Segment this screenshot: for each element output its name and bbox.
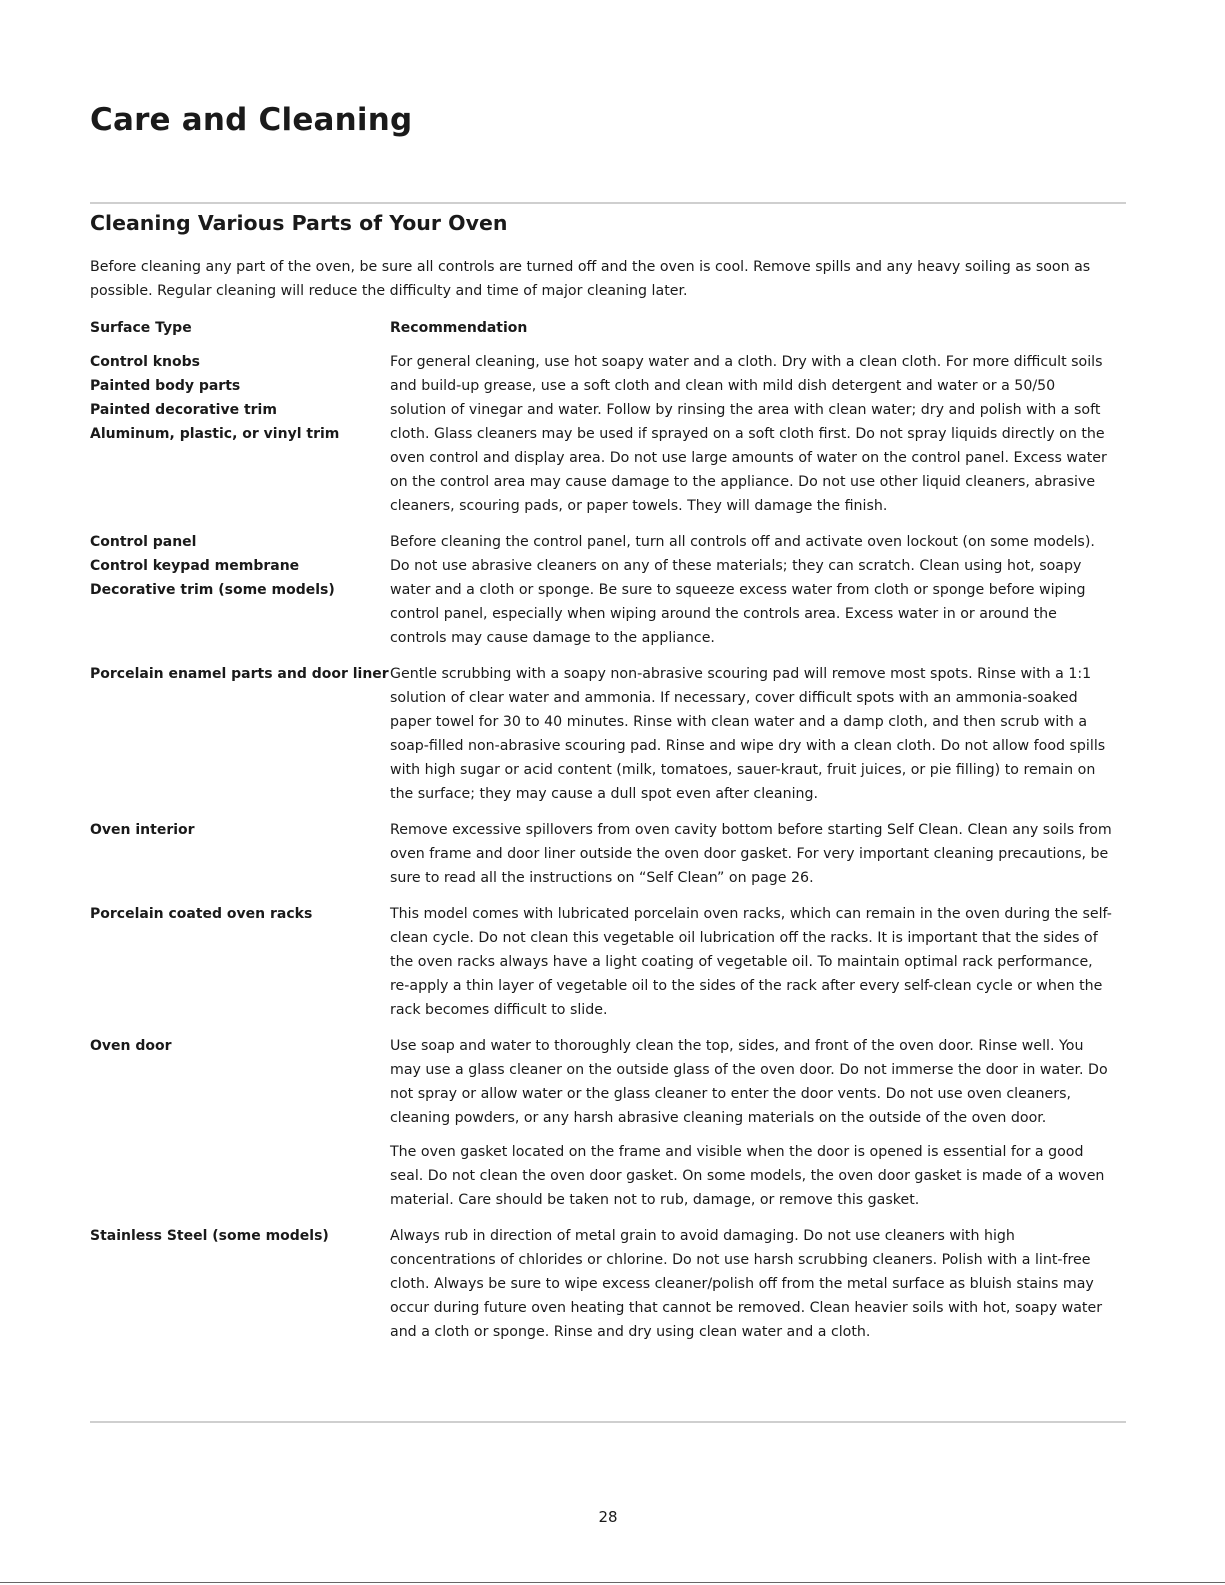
- surface-type-header: Surface Type: [90, 320, 192, 336]
- surface-type-cell: [90, 1224, 390, 1344]
- recommendation-text: For general cleaning, use hot soapy water and a cloth. Dry with a clean cloth. For more difficult soils and build-up grease, use a soft cloth and clean with mild dish detergent and water or a 50/50 solution of vinegar and water. Follow by rinsing the area with clean water; dry and polish with a soft cloth. Glass cleaners may be used if sprayed on a soft cloth first. Do not spray liquids directly on the oven control and display area. Do not use large amounts of water on the control panel. Excess water on the control area may cause damage to the appliance. Do not use other liquid cleaners, abrasive cleaners, scouring pads, or paper towels. They will damage the finish.: [390, 354, 1107, 514]
- surface-type-label: Control keypad membrane: [90, 558, 300, 574]
- table-row: [90, 818, 1126, 890]
- cleaning-table: [90, 350, 1126, 1356]
- surface-type-cell: [90, 530, 390, 650]
- surface-type-label: Porcelain enamel parts and door liner: [90, 666, 389, 682]
- table-row: [90, 1224, 1126, 1344]
- section-divider-bottom: [90, 1421, 1126, 1423]
- page-number: 28: [598, 1508, 618, 1526]
- recommendation-text: Gentle scrubbing with a soapy non-abrasive scouring pad will remove most spots. Rinse with a 1:1 solution of clear water and ammonia. If necessary, cover difficult spots with an ammonia-soaked paper towel for 30 to 40 minutes. Rinse with clean water and a damp cloth, and then scrub with a soap-filled non-abrasive scouring pad. Rinse and wipe dry with a clean cloth. Do not allow food spills with high sugar or acid content (milk, tomatoes, sauer-kraut, fruit juices, or pie filling) to remain on the surface; they may cause a dull spot even after cleaning.: [390, 666, 1106, 802]
- surface-type-label: Stainless Steel (some models): [90, 1228, 329, 1244]
- recommendation-cell: [390, 902, 1112, 1022]
- surface-type-label: Decorative trim (some models): [90, 582, 335, 598]
- section-title: Cleaning Various Parts of Your Oven: [90, 211, 508, 235]
- recommendation-text: This model comes with lubricated porcelain oven racks, which can remain in the oven during the self-clean cycle. Do not clean this vegetable oil lubrication off the racks. It is important that the sides of the oven racks always have a light coating of vegetable oil. To maintain optimal rack performance, re-apply a thin layer of vegetable oil to the sides of the rack after every self-clean cycle or when the rack becomes difficult to slide.: [390, 906, 1112, 1018]
- table-row: [90, 1034, 1126, 1212]
- manual-page: [90, 0, 1126, 1585]
- table-row: [90, 902, 1126, 1022]
- surface-type-label: Painted body parts: [90, 378, 241, 394]
- recommendation-cell: [390, 818, 1112, 890]
- intro-paragraph: Before cleaning any part of the oven, be sure all controls are turned off and the oven is cool. Remove spills and any heavy soiling as soon as possible. Regular cleaning will reduce the difficulty and time of major cleaning later.: [90, 259, 1091, 299]
- surface-type-cell: [90, 662, 390, 806]
- surface-type-label: Oven door: [90, 1038, 172, 1054]
- recommendation-cell: [390, 350, 1112, 518]
- page-title: Care and Cleaning: [90, 102, 413, 138]
- recommendation-cell: [390, 662, 1112, 806]
- surface-type-label: Oven interior: [90, 822, 195, 838]
- surface-type-cell: [90, 818, 390, 890]
- recommendation-text: The oven gasket located on the frame and visible when the door is opened is essential for a good seal. Do not clean the oven door gasket. On some models, the oven door gasket is made of a woven material. Care should be taken not to rub, damage, or remove this gasket.: [390, 1144, 1105, 1208]
- table-row: [90, 350, 1126, 518]
- table-row: [90, 530, 1126, 650]
- surface-type-label: Painted decorative trim: [90, 402, 277, 418]
- recommendation-text: Use soap and water to thoroughly clean the top, sides, and front of the oven door. Rinse well. You may use a glass cleaner on the outside glass of the oven door. Do not immerse the door in water. Do not spray or allow water or the glass cleaner to enter the door vents. Do not use oven cleaners, cleaning powders, or any harsh abrasive cleaning materials on the outside of the oven door.: [390, 1038, 1108, 1126]
- recommendation-text: Before cleaning the control panel, turn all controls off and activate oven lockout (on some models). Do not use abrasive cleaners on any of these materials; they can scratch. Clean using hot, soapy water and a cloth or sponge. Be sure to squeeze excess water from cloth or sponge before wiping control panel, especially when wiping around the controls area. Excess water in or around the controls may cause damage to the appliance.: [390, 534, 1095, 646]
- recommendation-cell: [390, 1224, 1112, 1344]
- surface-type-label: Porcelain coated oven racks: [90, 906, 313, 922]
- recommendation-header: Recommendation: [390, 320, 528, 336]
- recommendation-cell: [390, 530, 1112, 650]
- surface-type-label: Aluminum, plastic, or vinyl trim: [90, 426, 340, 442]
- surface-type-label: Control panel: [90, 534, 197, 550]
- page-edge-line: [0, 1582, 1225, 1583]
- surface-type-cell: [90, 350, 390, 518]
- table-row: [90, 662, 1126, 806]
- section-divider-top: [90, 202, 1126, 204]
- surface-type-cell: [90, 1034, 390, 1212]
- recommendation-text: Always rub in direction of metal grain to avoid damaging. Do not use cleaners with high concentrations of chlorides or chlorine. Do not use harsh scrubbing cleaners. Polish with a lint-free cloth. Always be sure to wipe excess cleaner/polish off from the metal surface as bluish stains may occur during future oven heating that cannot be removed. Clean heavier soils with hot, soapy water and a cloth or sponge. Rinse and dry using clean water and a cloth.: [390, 1228, 1103, 1340]
- surface-type-cell: [90, 902, 390, 1022]
- recommendation-text: Remove excessive spillovers from oven cavity bottom before starting Self Clean. Clean any soils from oven frame and door liner outside the oven door gasket. For very important cleaning precautions, be sure to read all the instructions on “Self Clean” on page 26.: [390, 822, 1112, 886]
- surface-type-label: Control knobs: [90, 354, 200, 370]
- recommendation-cell: [390, 1034, 1112, 1212]
